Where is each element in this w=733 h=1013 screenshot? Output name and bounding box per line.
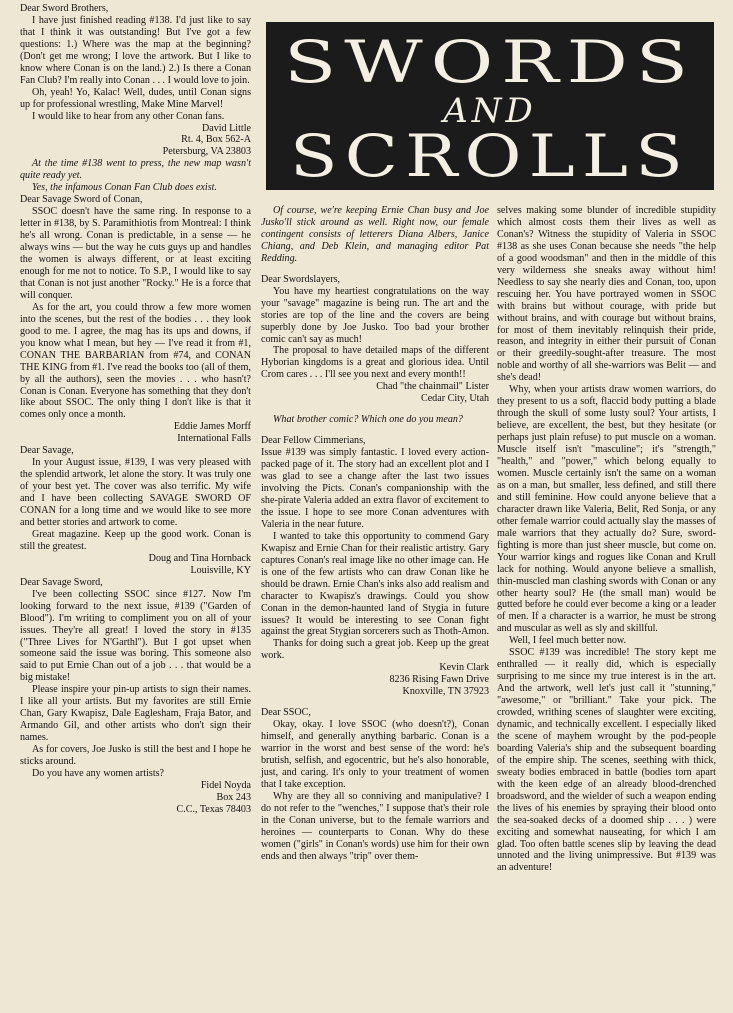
header-line-1: SWORDS (284, 28, 696, 96)
header-line-2: AND (443, 91, 537, 131)
header-logo (266, 22, 714, 190)
signature-line: Rt. 4, Box 562-A (181, 134, 251, 146)
letter-paragraph: As for the art, you could throw a few more women into the scenes, but the rest of the bodies . . . they look good to me. I agree, the mag has its ups and downs, if you know what I mean, but hey — I've read it from #1, CONAN THE BARBARIAN from #74, and CONAN THE KING from #1. I've read the books too (all of them, by all the authors), seen the movies . . . who hasn't? Conan is Conan. Everyone has something that they don't like about SSOC. The only thing I don't like is that it comes only once a month. (20, 301, 251, 421)
letter-paragraph: Thanks for doing such a great job. Keep up the great work. (261, 638, 489, 662)
editor-reply: Of course, we're keeping Ernie Chan busy and Joe Jusko'll stick around as well. Right now, our female contingent consists of letterers Diana Albers, Janice Chiang, and Deb Klein, and managing editor Pat Redding. (261, 205, 489, 264)
letter-paragraph: Please inspire your pin-up artists to sign their names. I like all your artists. But my favorites are still Ernie Chan, Gary Kwapisz, Dale Eaglesham, Fraja Bator, and Armando Gil, and other artists who don't sign their names. (20, 684, 251, 744)
letter-paragraph: I've been collecting SSOC since #127. Now I'm looking forward to the next issue, #139 ("Garden of Blood"). I'm writing to compliment you on all of your issues. They're all great! I loved the story in #135 ("Three Lives for N'Garthl"). But I got upset when someone said the issue was boring. This someone also said to put Ernie Chan out of a job . . . that would be a big mistake! (20, 588, 251, 684)
letter-paragraph: Great magazine. Keep up the good work. Conan is still the greatest. (20, 528, 251, 552)
letter-paragraph: Why, when your artists draw women warriors, do they present to us a soft, flaccid body putting a blade through the skull of some lusty soul? Your artists, I believe, are excellent, the best, but they hesitate (or perhaps just plain refuse) to put muscle on a woman. Muscle itself isn't "masculine"; it's "strength," "health," and "power," which belong equally to women. Muscle certainly isn't the same on a woman as on a man, but smaller, less defined, and still there and still feminine. How could anyone believe that a character drawn like Valeria, Belit, Red Sonja, or any other female warrior could actually slay the masses of male warriors that they actually do? Sure, sword-fighting is more than just sheer muscle, but come on. Your warrior kings and rogues like Conan and Krull lack for nothing. Would anyone believe a smallish, thin-muscled man clashing swords with Conan or any other hearty soul? He (the small man) would be gutted before he could ever become a king or a leader of men. If a character is a warrior, he must be strong and muscular as well as sly and skillful. (497, 384, 716, 635)
swords-and-scrolls-header (266, 22, 714, 190)
letters-column-2 (261, 205, 489, 863)
salutation: Dear Swordslayers, (261, 273, 341, 285)
letters-column-3 (497, 205, 716, 874)
letter-paragraph: Okay, okay. I love SSOC (who doesn't?), Conan himself, and generally anything barbaric. Conan is a warrior in the worst and best sense of the word: he's brutish, selfish, and egocentric, but he's also honorable, just, and caring. It's only to your treatment of women that I take exception. (261, 719, 489, 790)
signature-line: Cedar City, Utah (420, 393, 489, 405)
letter-paragraph: As for covers, Joe Jusko is still the best and I hope he sticks around. (20, 744, 251, 768)
letter-paragraph: You have my heartiest congratulations on the way your "savage" magazine is being run. The art and the stories are top of the line and the covers are being superbly done by Joe Jusko. Too bad your brother comic can't say as much! (261, 285, 489, 345)
letter-paragraph: In your August issue, #139, I was very pleased with the splendid artwork, let alone the story. It was truly one of your best yet. The cover was also terrific. My wife and I have been collecting SAVAGE SWORD OF CONAN for a long time and we would like to see more and better stories and artwork to come. (20, 457, 251, 528)
editor-reply: At the time #138 went to press, the new map wasn't quite ready yet. (20, 158, 251, 182)
letter-paragraph: I wanted to take this opportunity to commend Gary Kwapisz and Ernie Chan for their realistic artistry. Gary captures Conan's real image like no other image can. He is one of the few artists who can draw Conan like he should be drawn. Ernie Chan's inks also add realism and character to Kwapisz's drawings. Could you show Conan in the demon-haunted land of Stygia in future issues? It would be interesting to see Conan fight against the great Stygian sorcerers such as Thoth-Amon. (261, 530, 489, 638)
salutation: Dear Savage Sword of Conan, (20, 194, 143, 206)
salutation: Issue #139 was simply fantastic. I loved every action-packed page of it. The story had an excellent plot and I was glad to see a change after the last two issues involving the Picts. Conan's companionship with the she-pirate Valeria added an extra flavor of excitement to the issue. I hope to see more Conan adventures with Valeria in the near future. (261, 447, 489, 530)
signature-line: International Falls (177, 433, 251, 445)
signature-line: C.C., Texas 78403 (176, 803, 251, 815)
salutation: Dear Fellow Cimmerians, (261, 435, 366, 447)
letter-paragraph: I have just finished reading #138. I'd just like to say that I think it was outstanding! But I've got a few questions: 1.) Where was the map at the beginning? (Don't get me wrong; I love the artwork. But I like to know where Conan is on the land.) 2.) Is there a Conan Fan Club? I'm really into Conan . . . I would love to join. (20, 14, 251, 86)
letter-paragraph: Well, I feel much better now. (509, 635, 627, 647)
letter-paragraph: Why are they all so conniving and manipulative? I do not refer to the "wenches," I suppose that's their role in the Conan universe, but to the female warriors and heroines — counterparts to Conan. Why do these women ("girls" in Conan's words) use him for their own ends and then always "trip" over them- (261, 790, 489, 862)
signature-line: Petersburg, VA 23803 (162, 146, 251, 158)
letter-paragraph: Do you have any women artists? (32, 768, 165, 779)
salutation: selves making some blunder of incredible stupidity which almost costs them their lives as well as Conan's? Witness the stupidity of Valeria in SSOC #138 as she uses Conan because she needs "the help of a good woodsman" and then in the middle of this very wilderness she sneaks away without him! Needless to say she nearly dies and Conan, too, upon rescuing her. You have portrayed women in SSOC with brains but without courage, with pride but without brains, and with courage but without brains, for most of them inevitably relinquish their pride, reason, and integrity in either their pursuit of Conan or their greedily-sought-after treasure. The most noble and worthy of all she-warriors was Belit — and she's dead! (497, 205, 716, 384)
letter-paragraph: Oh, yeah! Yo, Kalac! Well, dudes, until Conan signs up for professional wrestling, Make Mine Marvel! (20, 86, 251, 110)
salutation: Dear SSOC, (261, 707, 311, 719)
letter-paragraph: SSOC #139 was incredible! The story kept me enthralled — it really did, which is especially surprising to me since my true interest is in the art. And the artwork, well let's just call it "stunning," "awesome," or "brilliant." Take your pick. The crowded, writhing scenes of slaughter were exciting, dynamic, and technically excellent. I especially liked the scene of mayhem wrought by the pod-people boarding Valeria's ship and the subsequent boarding of the empire ship. The scenes, seething with thick, sweaty bodies embraced in battle (bodies torn apart with the keen edge of an already blood-drenched broadsword, and the wielder of such a weapon ending the lives of his enemies by spraying their blood onto the sea-soaked decks of a doomed ship . . . ) were exciting and somewhat nauseating, for which I am glad. Too often battle scenes slip by leaving the dead unnoted and the living unimpressive. But #139 was an adventure! (497, 647, 716, 874)
signature-line: Eddie James Morff (173, 421, 251, 433)
salutation: Dear Savage Sword, (20, 576, 103, 588)
signature-line: 8236 Rising Fawn Drive (389, 674, 489, 686)
salutation: Dear Sword Brothers, (20, 3, 109, 14)
signature-line: Box 243 (216, 791, 251, 803)
signature-line: Fidel Noyda (200, 779, 251, 791)
letter-paragraph: The proposal to have detailed maps of the different Hyborian kingdoms is a great and glorious idea. Until Crom cares . . . I'll see you next and every month!! (261, 345, 489, 381)
signature-line: David Little (201, 122, 251, 134)
letter-paragraph: SSOC doesn't have the same ring. In response to a letter in #138, by S. Paramithiotis from Montreal: I think he's all wrong. Conan is predictable, in a sense — he always wins — but the way he cuts guys up and handles the women is always different, or at least exciting enough for me not to notice. To S.P., I would like to say that Conan is not just another "Rocky." He is a force that will conquer. (20, 206, 251, 301)
editor-reply: Yes, the infamous Conan Fan Club does exist. (32, 182, 217, 194)
letter-paragraph: I would like to hear from any other Conan fans. (32, 110, 225, 122)
header-line-3: SCROLLS (290, 122, 690, 190)
signature-line: Louisville, KY (190, 564, 251, 576)
signature-line: Doug and Tina Hornback (148, 552, 251, 564)
signature-line: Kevin Clark (439, 662, 489, 674)
signature-line: Chad "the chainmail" Lister (376, 381, 489, 393)
signature-line: Knoxville, TN 37923 (402, 686, 489, 698)
letters-column-1 (20, 3, 251, 816)
editor-reply: What brother comic? Which one do you mean? (273, 414, 463, 426)
salutation: Dear Savage, (20, 445, 74, 457)
